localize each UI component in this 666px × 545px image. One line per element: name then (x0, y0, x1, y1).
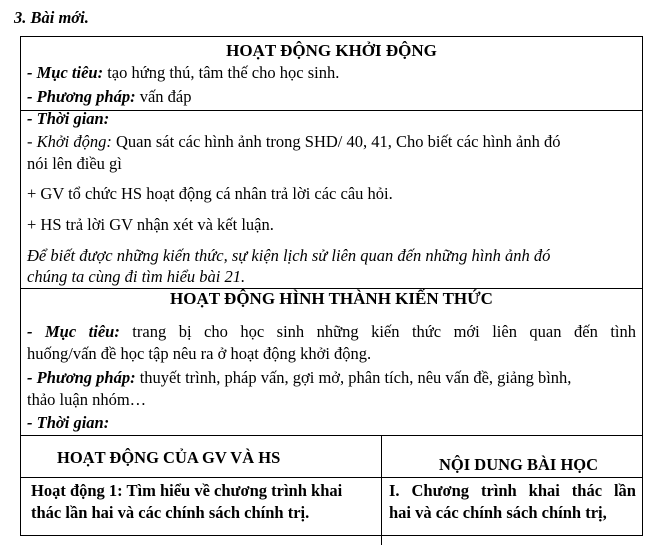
hinh-thanh-muc-tieu-cont: huống/vấn đề học tập nêu ra ở hoạt động khởi động. (27, 344, 372, 363)
section-heading: 3. Bài mới. (14, 8, 89, 27)
muc-tieu-text: tạo hứng thú, tâm thế cho học sinh. (103, 63, 340, 82)
khoi-dong-text: Quan sát các hình ảnh trong SHD/ 40, 41, Cho biết các hình ảnh đó (111, 132, 561, 151)
column-divider (381, 435, 382, 545)
intro-italic-line-1: Để biết được những kiến thức, sự kiện lịch sử liên quan đến những hình ảnh đó (27, 246, 551, 265)
hinh-thanh-muc-tieu (27, 322, 636, 342)
hinh-thanh-title: HOẠT ĐỘNG HÌNH THÀNH KIẾN THỨC (170, 289, 493, 308)
phuong-phap-label: - Phương pháp: (27, 87, 136, 106)
hinh-thanh-thoi-gian: - Thời gian: (27, 413, 110, 432)
col-header-gv-hs: HOẠT ĐỘNG CỦA GV VÀ HS (57, 448, 281, 467)
noi-dung-1-line-2: hai và các chính sách chính trị, (389, 503, 607, 522)
khoi-dong-activity (27, 132, 636, 152)
muc-tieu-label: - Mục tiêu: (27, 63, 104, 82)
khoi-dong-label: - Khởi động: (27, 132, 112, 151)
lesson-table (20, 36, 643, 536)
khoi-dong-activity-cont: nói lên điều gì (27, 154, 122, 173)
khoi-dong-title: HOẠT ĐỘNG KHỞI ĐỘNG (226, 41, 437, 60)
hinh-thanh-phuong-phap-cont: thảo luận nhóm… (27, 390, 147, 409)
row-divider (21, 477, 642, 478)
col-header-noi-dung: NỘI DUNG BÀI HỌC (439, 455, 599, 474)
khoi-dong-thoi-gian: - Thời gian: (27, 109, 110, 128)
khoi-dong-muc-tieu (27, 63, 636, 83)
muc-tieu-label: - Mục tiêu: (27, 322, 120, 341)
hinh-thanh-phuong-phap (27, 368, 636, 388)
intro-italic-line-2: chúng ta cùng đi tìm hiểu bài 21. (27, 267, 246, 286)
gv-line: + GV tổ chức HS hoạt động cá nhân trả lời các câu hỏi. (27, 184, 393, 203)
noi-dung-1-line-1: I. Chương trình khai thác lần (389, 481, 636, 500)
hoat-dong-1-line-1: Hoạt động 1: Tìm hiểu về chương trình khai (31, 481, 343, 500)
phuong-phap-text: thuyết trình, pháp vấn, gợi mở, phân tích, nêu vấn đề, giảng bình, (135, 368, 572, 387)
hoat-dong-1-line-2: thác lần hai và các chính sách chính trị. (31, 503, 310, 522)
khoi-dong-phuong-phap (27, 87, 636, 107)
phuong-phap-text: vấn đáp (135, 87, 192, 106)
hs-line: + HS trả lời GV nhận xét và kết luận. (27, 215, 274, 234)
row-divider (21, 435, 642, 436)
phuong-phap-label: - Phương pháp: (27, 368, 136, 387)
muc-tieu-text: trang bị cho học sinh những kiến thức mới liên quan đến tình (119, 322, 636, 341)
